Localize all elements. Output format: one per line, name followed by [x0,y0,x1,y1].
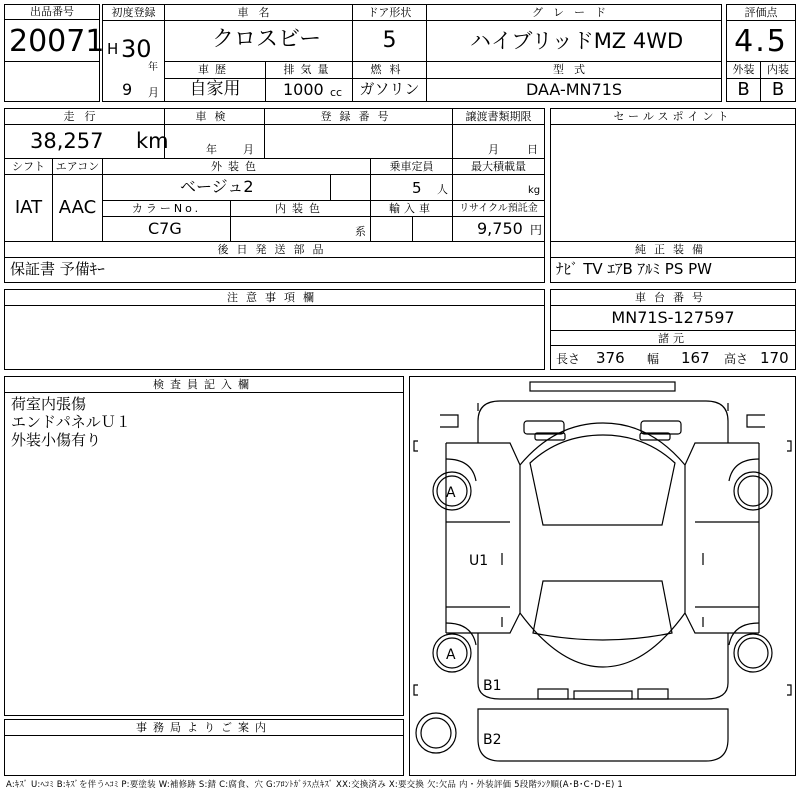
grade-header: グレード [427,6,721,19]
recycle-fee: 9,750 [477,219,523,238]
history: 自家用 [189,79,241,99]
inspector-header: 検査員記入欄 [5,378,403,391]
interior-header: 内装色 [231,202,370,215]
inspector-line-2: エンドパネルＵ１ [11,413,131,431]
interior-unit: 系 [355,225,366,238]
doors: 5 [382,28,397,53]
lot-header: 出品番号 [5,5,99,20]
month-suffix: 月 [148,86,159,99]
mileage-header: 走行 [5,110,164,123]
transfer-header: 譲渡書類期限 [453,110,544,123]
height-value: 170 [760,349,789,367]
capacity-header: 乗車定員 [371,160,452,173]
caution-header: 注意事項欄 [5,291,544,304]
colorno: C7G [148,219,182,238]
sales-box [550,108,796,242]
car-name-header: 車名 [165,6,352,19]
fuel: ガソリン [359,80,420,98]
inspector-line-1: 荷室内張傷 [11,395,87,413]
fuel-header: 燃料 [353,63,426,76]
length-label: 長さ [556,352,581,366]
later-parts-header: 後日発送部品 [5,243,544,256]
ac: AAC [58,197,97,218]
lot-number: 20071 [9,24,105,59]
damage-mark-rear-left-wheel: A [446,647,456,663]
legend: A:ｷｽﾞ U:ﾍｺﾐ B:ｷｽﾞを伴うﾍｺﾐ P:要塗装 W:補修跡 S:錆 C:腐食、穴 G:ﾌﾛﾝﾄｶﾞﾗｽ点ｷｽﾞ XX:交換済み X:要交換 欠:欠品 内・外装評価 5段階ﾗﾝｸ順(A･B･C･D･E) 1 [6,780,624,790]
ext-grade: B [737,79,750,100]
shift: IAT [14,197,43,218]
load-header: 最大積載量 [453,160,544,173]
import-header: 輸入車 [371,202,452,215]
chassis-header: 車台番号 [551,291,795,304]
regno-header: 登録番号 [265,110,452,123]
displacement-unit: cc [330,86,343,99]
score: 4.5 [734,24,788,59]
mileage-unit: km [136,129,169,153]
displacement-header: 排気量 [266,63,352,76]
transfer-day-unit: 日 [527,143,538,156]
color: ベージュ2 [180,177,254,196]
transfer-month-unit: 月 [488,143,499,156]
mileage: 38,257 [30,129,104,153]
damage-mark-rear-bumper: B2 [483,732,502,748]
damage-mark-rear: B1 [483,678,502,694]
sales-header: セールスポイント [551,110,795,123]
chassis-number: MN71S-127597 [611,308,735,327]
grade: ハイブリッドMZ 4WD [470,29,684,53]
damage-mark-front-left-wheel: A [446,485,456,501]
int-header: 内装 [761,63,795,76]
year-suffix: 年 [148,62,158,73]
int-grade: B [771,79,785,100]
capacity-unit: 人 [437,183,448,196]
car-name: クロスビー [212,27,322,52]
era-letter: H [107,40,119,58]
colorno-header: カラーNo. [103,202,230,215]
color-header: 外装色 [103,160,370,173]
history-header: 車歴 [165,63,265,76]
damage-mark-left-door: U1 [469,553,489,569]
equip-header: 純正装備 [551,243,795,256]
load-unit: kg [528,185,541,196]
inspection-month-unit: 月 [243,143,254,156]
height-label: 高さ [724,352,749,366]
office-header: 事務局よりご案内 [5,721,403,734]
capacity: 5 [412,179,422,197]
reg-month: 9 [122,80,133,99]
inspector-line-3: 外装小傷有り [11,431,102,449]
recycle-header: リサイクル預託金 [453,202,544,215]
score-header: 評価点 [727,6,795,19]
reg-year: 30 [121,35,152,63]
door-header: ドア形状 [353,6,426,19]
shift-header: シフト [5,160,52,173]
recycle-unit: 円 [530,223,543,237]
model-header: 型式 [427,63,721,76]
dims-header: 諸元 [551,332,795,345]
later-parts: 保証書 予備ｷｰ [10,260,105,278]
length-value: 376 [596,349,625,367]
displacement: 1000 [283,80,324,99]
ac-header: エアコン [53,160,102,173]
ext-header: 外装 [727,63,760,76]
damage-diagram [409,376,796,776]
width-value: 167 [681,349,710,367]
equipment: ﾅﾋﾞ TV ｴｱB ｱﾙﾐ PS PW [556,260,712,278]
width-label: 幅 [647,352,660,366]
inspection-header: 車検 [165,110,264,123]
inspection-year-unit: 年 [206,143,217,156]
first-reg-header: 初度登録 [103,6,164,19]
model: DAA-MN71S [525,80,623,99]
